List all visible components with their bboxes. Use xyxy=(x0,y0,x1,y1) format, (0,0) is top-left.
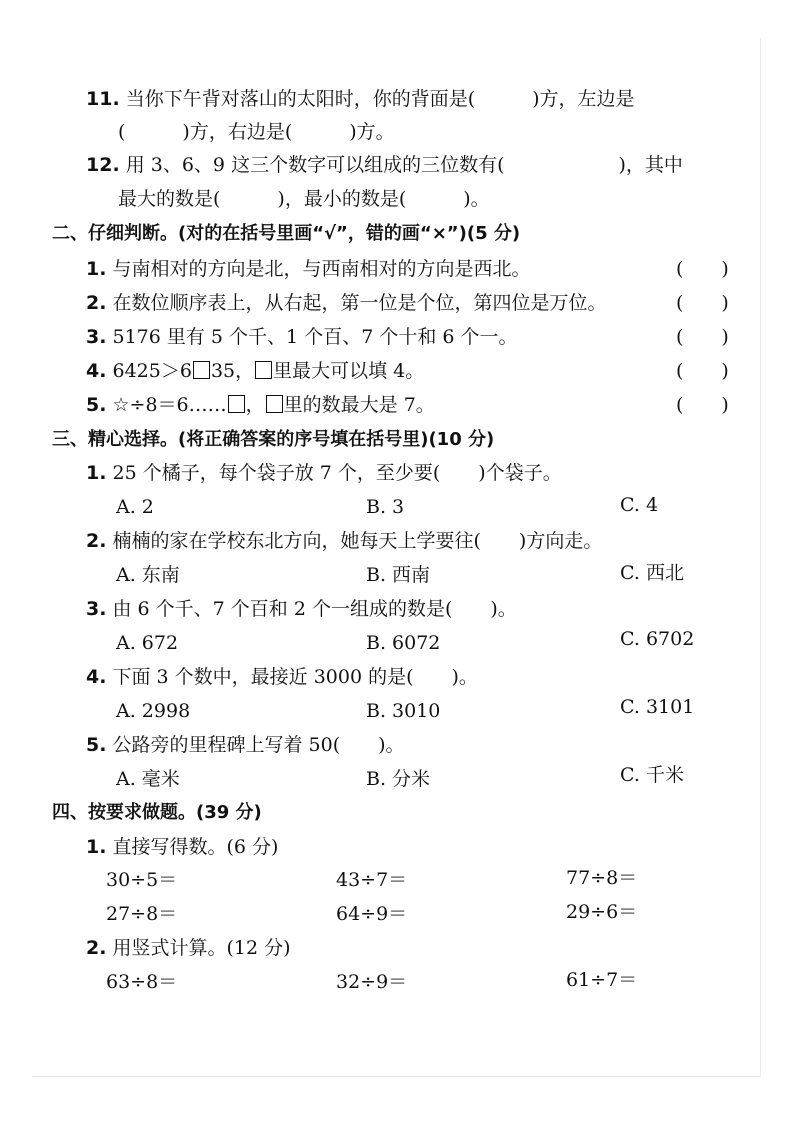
item-text: 下面 3 个数中，最接近 3000 的是( )。 xyxy=(112,666,478,688)
blank-box-icon xyxy=(193,361,210,379)
blank-box-icon xyxy=(228,395,245,413)
item-number: 3. xyxy=(86,598,107,620)
calc-item: 29÷6＝ xyxy=(566,901,638,923)
option-c[interactable]: C. 4 xyxy=(620,494,659,516)
item-text-c: 里最大可以填 4。 xyxy=(273,360,425,382)
item-number: 4. xyxy=(86,360,107,382)
calc-item: 32÷9＝ xyxy=(336,971,408,993)
item-text: 25 个橘子，每个袋子放 7 个，至少要( )个袋子。 xyxy=(112,462,562,484)
blank-box-icon xyxy=(255,361,272,379)
choice-question-5 xyxy=(86,732,405,758)
calc-item: 77÷8＝ xyxy=(566,867,638,889)
subquestion-1-title xyxy=(86,834,278,860)
item-text-b: 35， xyxy=(210,360,255,382)
subquestion-2-title xyxy=(86,935,291,961)
judge-item-4 xyxy=(86,358,424,384)
option-c[interactable]: C. 千米 xyxy=(620,764,684,786)
question-11-line-1 xyxy=(86,86,635,112)
item-text: 5176 里有 5 个千、1 个百、7 个十和 6 个一。 xyxy=(112,326,518,348)
calc-item: 30÷5＝ xyxy=(106,869,178,891)
item-text: 直接写得数。(6 分) xyxy=(112,836,279,858)
item-text-a: ☆÷8＝6…… xyxy=(112,394,227,416)
question-number: 12. xyxy=(86,154,120,176)
option-a[interactable]: A. 2 xyxy=(116,496,154,518)
item-number: 2. xyxy=(86,937,107,959)
item-number: 1. xyxy=(86,836,107,858)
question-text: 当你下午背对落山的太阳时，你的背面是( )方，左边是 xyxy=(125,88,635,110)
judge-item-1 xyxy=(86,256,531,282)
item-text-b: ， xyxy=(245,394,265,416)
item-text-a: 6425＞6 xyxy=(112,360,192,382)
item-number: 4. xyxy=(86,666,107,688)
answer-paren[interactable]: ( ) xyxy=(676,292,729,314)
calc-item: 61÷7＝ xyxy=(566,969,638,991)
judge-item-5 xyxy=(86,392,435,418)
option-b[interactable]: B. 分米 xyxy=(366,768,431,790)
option-a[interactable]: A. 2998 xyxy=(116,700,191,722)
section-2-heading: 二、仔细判断。(对的在括号里画“√”，错的画“×”)(5 分) xyxy=(52,223,521,244)
blank-box-icon xyxy=(266,395,283,413)
item-text: 与南相对的方向是北，与西南相对的方向是西北。 xyxy=(112,258,531,280)
question-12-line-1 xyxy=(86,152,683,178)
choice-question-4 xyxy=(86,664,478,690)
item-number: 1. xyxy=(86,462,107,484)
item-text: 在数位顺序表上，从右起，第一位是个位，第四位是万位。 xyxy=(112,292,607,314)
choice-question-3 xyxy=(86,596,517,622)
item-text: 公路旁的里程碑上写着 50( )。 xyxy=(112,734,405,756)
item-number: 1. xyxy=(86,258,107,280)
option-c[interactable]: C. 西北 xyxy=(620,562,684,584)
answer-paren[interactable]: ( ) xyxy=(676,326,729,348)
calc-item: 63÷8＝ xyxy=(106,971,178,993)
item-number: 5. xyxy=(86,734,107,756)
choice-question-2 xyxy=(86,528,602,554)
question-number: 11. xyxy=(86,88,120,110)
question-text: 用 3、6、9 这三个数字可以组成的三位数有( )，其中 xyxy=(125,154,683,176)
item-text: 用竖式计算。(12 分) xyxy=(112,937,291,959)
section-3-heading: 三、精心选择。(将正确答案的序号填在括号里)(10 分) xyxy=(52,429,495,450)
option-b[interactable]: B. 6072 xyxy=(366,632,441,654)
item-number: 2. xyxy=(86,530,107,552)
section-4-heading: 四、按要求做题。(39 分) xyxy=(52,802,262,823)
item-number: 2. xyxy=(86,292,107,314)
judge-item-3 xyxy=(86,324,518,350)
item-text-c: 里的数最大是 7。 xyxy=(283,394,435,416)
answer-paren[interactable]: ( ) xyxy=(676,394,729,416)
question-12-line-2: 最大的数是( )，最小的数是( )。 xyxy=(118,188,490,210)
answer-paren[interactable]: ( ) xyxy=(676,360,729,382)
item-text: 楠楠的家在学校东北方向，她每天上学要往( )方向走。 xyxy=(112,530,603,552)
option-a[interactable]: A. 毫米 xyxy=(116,768,180,790)
item-text: 由 6 个千、7 个百和 2 个一组成的数是( )。 xyxy=(112,598,517,620)
option-b[interactable]: B. 3 xyxy=(366,496,405,518)
calc-item: 27÷8＝ xyxy=(106,903,178,925)
item-number: 5. xyxy=(86,394,107,416)
calc-item: 43÷7＝ xyxy=(336,869,408,891)
calc-item: 64÷9＝ xyxy=(336,903,408,925)
option-c[interactable]: C. 3101 xyxy=(620,696,695,718)
option-a[interactable]: A. 672 xyxy=(116,632,179,654)
option-b[interactable]: B. 西南 xyxy=(366,564,431,586)
item-number: 3. xyxy=(86,326,107,348)
answer-paren[interactable]: ( ) xyxy=(676,258,729,280)
choice-question-1 xyxy=(86,460,562,486)
option-b[interactable]: B. 3010 xyxy=(366,700,441,722)
option-c[interactable]: C. 6702 xyxy=(620,628,695,650)
question-11-line-2: ( )方，右边是( )方。 xyxy=(118,121,395,143)
option-a[interactable]: A. 东南 xyxy=(116,564,180,586)
judge-item-2 xyxy=(86,290,607,316)
